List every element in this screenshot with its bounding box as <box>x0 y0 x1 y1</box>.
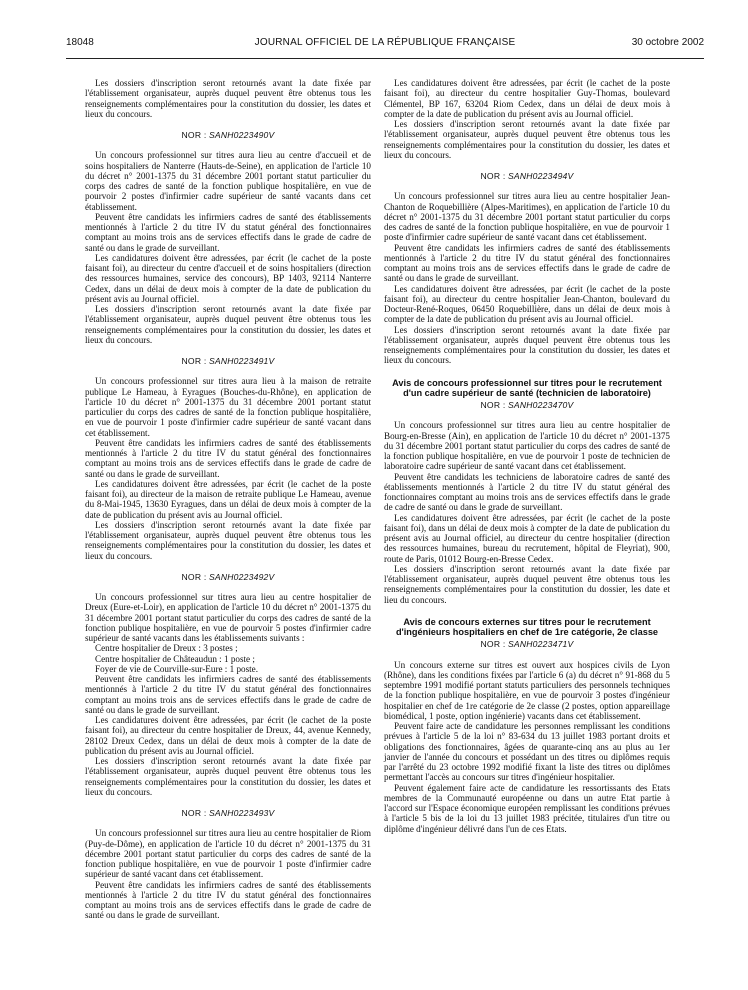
notice-title: Avis de concours professionnel sur titres pour le recrutement d'un cadre supérieur de santé (technicien de laboratoire) <box>392 377 662 398</box>
paragraph: Les candidatures doivent être adressées, par écrit (le cachet de la poste faisant foi), au directeur du centre hospitalier Guy-Thomas, boulevard Clémentel, BP 167, 63204 Riom Cedex, dans un délai de deux mois à compter de la date de publication du présent avis au Journal officiel. <box>384 78 670 119</box>
paragraph: Peuvent également faire acte de candidature les ressortissants des Etats membres de la Communauté européenne ou dans un autre Etat partie à l'accord sur l'Espace économique européen remplissant les conditions prévues à l'article 5 bis de la loi du 13 juillet 1983 précitée, titulaires d'un titre ou diplôme d'ingénieur délivré dans l'un de ces Etats. <box>384 782 670 834</box>
nor-label: NOR : <box>480 400 506 411</box>
paragraph: Les dossiers d'inscription seront retournés avant la date fixée par l'établissement organisateur, auprès duquel peuvent être obtenus tous les renseignements complémentaires pour la constitution du dossier, les dates et lieux du concours. <box>384 119 670 160</box>
nor-reference <box>85 356 371 366</box>
nor-reference <box>384 639 670 649</box>
paragraph: Les candidatures doivent être adressées, par écrit (le cachet de la poste faisant foi), au directeur du centre hospitalier Jean-Chanton, boulevard du Docteur-René-Roques, 06450 Roquebillière, dans un délai de deux mois à compter de la date de publication du présent avis au Journal officiel. <box>384 283 670 325</box>
nor-code: SANH0223494V <box>508 171 574 181</box>
paragraph: Un concours professionnel sur titres aura lieu au centre hospitalier de Dreux (Eure-et-Loir), en application de l'article 10 du décret n° 2001-1375 du 31 décembre 2001 portant statut particulier du corps des cadres de santé de la fonction publique hospitalière, en vue de pourvoir 5 postes d'infirmier cadre supérieur de santé vacants dans les établissements suivants : <box>85 592 371 643</box>
notice-title: Avis de concours externes sur titres pour le recrutement d'ingénieurs hospitaliers en chef de 1re catégorie, 2e classe <box>395 616 659 638</box>
nor-reference <box>85 572 371 582</box>
paragraph: Peuvent être candidats les infirmiers cadres de santé des établissements mentionnés à l'article 2 du titre IV du statut général des fonctionnaires comptant au moins trois ans de services effectifs dans le grade de cadre de santé ou dans le grade de surveillant. <box>85 437 371 479</box>
paragraph: Un concours externe sur titres est ouvert aux hospices civils de Lyon (Rhône), dans les conditions fixées par l'article 6 (a) du décret n° 91-868 du 5 septembre 1991 modifié portant statuts particuliers des personnels techniques de la fonction publique hospitalière, en vue de pourvoir 3 postes d'ingénieur hospitalier en chef de 1re catégorie de 2e classe (2 postes, option appareillage biomédical, 1 poste, option ingénierie) vacants dans cet établissement. <box>384 659 670 721</box>
right-column <box>384 78 670 834</box>
paragraph: Peuvent être candidats les infirmiers cadres de santé des établissements mentionnés à l'article 2 du titre IV du statut général des fonctionnaires comptant au moins trois ans de services effectifs dans le grade de cadre de santé ou dans le grade de surveillant. <box>384 242 670 284</box>
nor-reference <box>85 808 371 818</box>
nor-label: NOR : <box>181 571 207 582</box>
paragraph: Les candidatures doivent être adressées, par écrit (le cachet de la poste faisant foi), au directeur du centre d'accueil et de soins hospitaliers (direction des ressources humaines, service des concours), BP 1403, 92114 Nanterre Cedex, dans un délai de deux mois à compter de la date de publication du présent avis au Journal officiel. <box>85 252 371 304</box>
paragraph: Les dossiers d'inscription seront retournés avant la date fixée par l'établissement organisateur, auprès duquel peuvent être obtenus tous les renseignements complémentaires pour la constitution du dossier, les date et lieu du concours. <box>384 563 670 605</box>
page-header <box>66 37 704 55</box>
nor-code: SANH0223490V <box>209 130 275 140</box>
header-rule <box>66 58 704 59</box>
paragraph: Les dossiers d'inscription seront retournés avant la date fixée par l'établissement organisateur, auprès duquel peuvent être obtenus tous les renseignements complémentaires pour la constitution du dossier, les dates et lieux du concours. <box>384 324 670 366</box>
publication-date: 30 octobre 2002 <box>631 37 704 48</box>
paragraph: Un concours professionnel sur titres aura lieu au centre d'accueil et de soins hospitaliers de Nanterre (Hauts-de-Seine), en application de l'article 10 du décret n° 2001-1375 du 31 décembre 2001 portant statut particulier du corps des cadres de santé de la fonction publique hospitalière, en vue de pourvoir 2 postes d'infirmier cadre supérieur de santé vacants dans cet établissement. <box>85 150 371 212</box>
paragraph: Les candidatures doivent être adressées, par écrit (le cachet de la poste faisant foi), dans un délai de deux mois à compter de la date de publication du présent avis au Journal officiel, au directeur du centre hospitalier (direction des ressources humaines, bureau du recrutement, hôpital de Fleyriat), 900, route de Paris, 01012 Bourg-en-Bresse Cedex. <box>384 512 670 564</box>
paragraph: Les dossiers d'inscription seront retournés avant la date fixée par l'établissement organisateur, auprès duquel peuvent être obtenus tous les renseignements complémentaires pour la constitution du dossier, les dates et lieux du concours. <box>85 519 371 561</box>
paragraph: Un concours professionnel sur titres aura lieu à la maison de retraite publique Le Hameau, à Eyragues (Bouches-du-Rhône), en application de l'article 10 du décret n° 2001-1375 du 31 décembre 2001 portant statut particulier du corps des cadres de santé de la fonction publique hospitalière, en vue de pourvoir 1 poste d'infirmier cadre supérieur de santé vacant dans cet établissement. <box>85 376 371 438</box>
paragraph: Un concours professionnel sur titres aura lieu au centre hospitalier de Riom (Puy-de-Dôme), en application de l'article 10 du décret n° 2001-1375 du 31 décembre 2001 portant statut particulier du corps des cadres de santé de la fonction publique hospitalière, en vue de pourvoir 1 poste d'infirmier cadre supérieur de santé vacant dans cet établissement. <box>85 828 371 880</box>
nor-code: SANH0223470V <box>508 400 574 411</box>
paragraph: Peuvent être candidats les infirmiers cadres de santé des établissements mentionnés à l'article 2 du titre IV du statut général des fonctionnaires comptant au moins trois ans de services effectifs dans le grade de cadre de santé ou dans le grade de surveillant. <box>85 879 371 921</box>
journal-title: JOURNAL OFFICIEL DE LA RÉPUBLIQUE FRANÇAISE <box>254 37 516 48</box>
left-column <box>85 78 371 921</box>
paragraph: Peuvent être candidats les infirmiers cadres de santé des établissements mentionnés à l'article 2 du titre IV du statut général des fonctionnaires comptant au moins trois ans de services effectifs dans le grade de cadre de santé ou dans le grade de surveillant. <box>85 674 371 715</box>
paragraph: Un concours professionnel sur titres aura lieu au centre hospitalier Jean-Chanton de Roquebillière (Alpes-Maritimes), en application de l'article 10 du décret n° 2001-1375 du 31 décembre 2001 portant statut particulier du corps des cadres de santé de la fonction publique hospitalière, en vue de pourvoir 1 poste d'infirmier cadre supérieur de santé vacant dans cet établissement. <box>384 191 670 243</box>
paragraph: Les dossiers d'inscription seront retournés avant la date fixée par l'établissement organisateur, auprès duquel peuvent être obtenus tous les renseignements complémentaires pour la constitution du dossier, les dates et lieux du concours. <box>85 78 371 119</box>
list-item: Centre hospitalier de Dreux : 3 postes ; <box>95 643 238 654</box>
nor-reference <box>384 171 670 181</box>
nor-label: NOR : <box>480 639 506 650</box>
nor-code: SANH0223491V <box>209 356 275 366</box>
paragraph: Les candidatures doivent être adressées, par écrit (le cachet de la poste faisant foi), au directeur du centre hospitalier de Dreux, 44, avenue Kennedy, 28102 Dreux Cedex, dans un délai de deux mois à compter de la date de publication du présent avis au Journal officiel. <box>85 715 371 756</box>
nor-code: SANH0223471V <box>508 639 574 650</box>
paragraph: Peuvent être candidats les techniciens de laboratoire cadres de santé des établissements mentionnés à l'article 2 du titre IV du statut général des fonctionnaires comptant au moins trois ans de services effectifs dans le grade de cadre de santé ou dans le grade de surveillant. <box>384 471 670 513</box>
paragraph: Peuvent être candidats les infirmiers cadres de santé des établissements mentionnés à l'article 2 du titre IV du statut général des fonctionnaires comptant au moins trois ans de services effectifs dans le grade de cadre de santé ou dans le grade de surveillant. <box>85 211 371 253</box>
nor-reference <box>85 130 371 140</box>
paragraph: Les dossiers d'inscription seront retournés avant la date fixée par l'établissement organisateur, auprès duquel peuvent être obtenus tous les renseignements complémentaires pour la constitution du dossier, les dates et lieux du concours. <box>85 756 371 797</box>
nor-code: SANH0223493V <box>209 808 275 818</box>
paragraph: Un concours professionnel sur titres aura lieu au centre hospitalier de Bourg-en-Bresse (Ain), en application de l'article 10 du décret n° 2001-1375 du 31 décembre 2001 portant statut particulier du corps des cadres de santé de la fonction publique hospitalière, en vue de pourvoir 1 poste de technicien de laboratoire cadre supérieur de santé vacant dans cet établissement. <box>384 420 670 472</box>
nor-label: NOR : <box>181 130 207 140</box>
nor-label: NOR : <box>480 171 506 181</box>
nor-reference <box>384 400 670 410</box>
paragraph: Les candidatures doivent être adressées, par écrit (le cachet de la poste faisant foi), au directeur de la maison de retraite publique Le Hameau, avenue du 8-Mai-1945, 13630 Eyragues, dans un délai de deux mois à compter de la date de publication du présent avis au Journal officiel. <box>85 478 371 520</box>
nor-code: SANH0223492V <box>209 571 275 582</box>
nor-label: NOR : <box>181 356 207 366</box>
paragraph: Peuvent faire acte de candidature les personnes remplissant les conditions prévues à l'article 5 de la loi n° 83-634 du 13 juillet 1983 portant droits et obligations des fonctionnaires, âgées de quarante-cinq ans au plus au 1er janvier de l'année du concours et possédant un des titres ou diplômes requis par l'arrêté du 23 octobre 1992 modifié fixant la liste des titres ou diplômes permettant l'accès au concours sur titres d'ingénieur hospitalier. <box>384 721 670 783</box>
paragraph: Les dossiers d'inscription seront retournés avant la date fixée par l'établissement organisateur, auprès duquel peuvent être obtenus tous les renseignements complémentaires pour la constitution du dossier, les dates et lieux du concours. <box>85 304 371 345</box>
list-item: Centre hospitalier de Châteaudun : 1 poste ; <box>95 653 255 664</box>
page-number: 18048 <box>66 37 94 48</box>
nor-label: NOR : <box>181 808 207 818</box>
list-item: Foyer de vie de Courville-sur-Eure : 1 poste. <box>95 663 259 674</box>
